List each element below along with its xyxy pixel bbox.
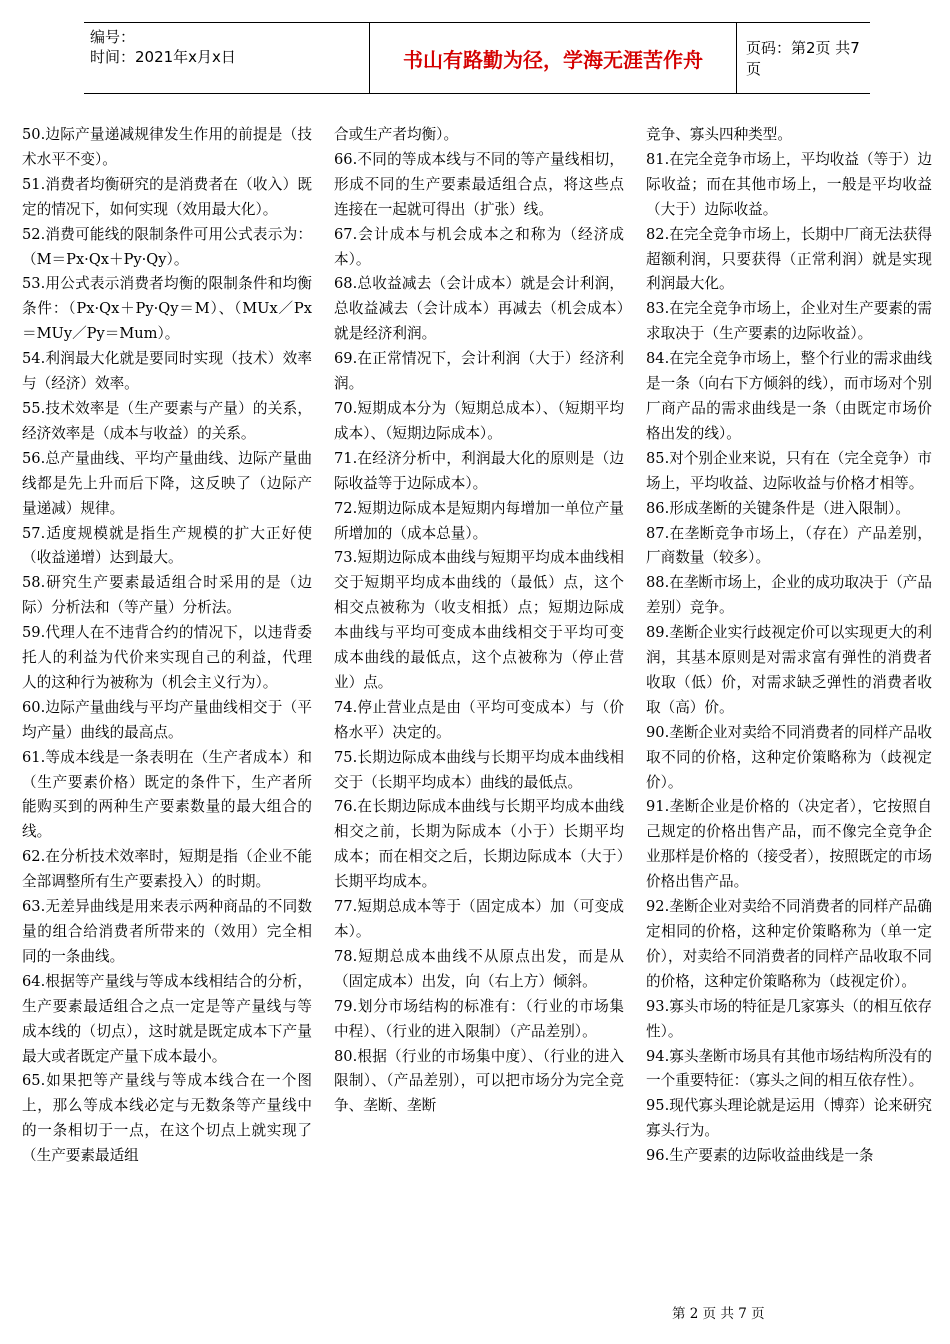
column-2 [334,123,624,1300]
paragraph: 83.在完全竞争市场上，企业对生产要素的需求取决于（生产要素的边际收益）。 [646,300,932,343]
paragraph: 89.垄断企业实行歧视定价可以实现更大的利润，其基本原则是对需求富有弹性的消费者收取（低）价，对需求缺乏弹性的消费者收取（高）价。 [646,624,932,716]
paragraph: 竞争、寡头四种类型。 [646,126,792,143]
paragraph: 62.在分析技术效率时，短期是指（企业不能全部调整所有生产要素投入）的时期。 [22,848,312,891]
paragraph: 51.消费者均衡研究的是消费者在（收入）既定的情况下，如何实现（效用最大化）。 [22,175,312,218]
paragraph: 91.垄断企业是价格的（决定者），它按照自己规定的价格出售产品，而不像完全竞争企业那样是价格的（接受者），按照既定的市场价格出售产品。 [646,798,932,891]
paragraph: 71.在经济分析中，利润最大化的原则是（边际收益等于边际成本）。 [334,449,624,492]
paragraph: 96.生产要素的边际收益曲线是一条 [646,1147,874,1165]
paragraph: 合或生产者均衡）。 [334,126,459,143]
paragraph: 90.垄断企业对卖给不同消费者的同样产品收取不同的价格，这种定价策略称为（歧视定价）。 [646,723,932,791]
page-header [84,22,870,94]
paragraph: 58.研究生产要素最适组合时采用的是（边际）分析法和（等产量）分析法。 [22,574,312,617]
paragraph: 56.总产量曲线、平均产量曲线、边际产量曲线都是先上升而后下降，这反映了（边际产量递减）规律。 [22,449,312,517]
paragraph: 88.在垄断市场上，企业的成功取决于（产品差别）竞争。 [646,574,932,617]
header-page-label: 页码：第2页 共7页 [746,39,860,78]
paragraph: 53.用公式表示消费者均衡的限制条件和均衡条件：（Px·Qx＋Py·Qy＝M）、（MUx／Px＝MUy／Py＝Mum）。 [22,275,312,343]
paragraph: 87.在垄断竞争市场上，（存在）产品差别，厂商数量（较多）。 [646,524,932,567]
text-columns [22,123,932,1300]
page-footer: 第 2 页 共 7 页 [672,1306,765,1322]
paragraph: 74.停止营业点是由（平均可变成本）与（价格水平）决定的。 [334,698,624,741]
paragraph: 81.在完全竞争市场上，平均收益（等于）边际收益；而在其他市场上，一般是平均收益（大于）边际收益。 [646,150,932,218]
column-3 [646,123,932,1300]
paragraph: 92.垄断企业对卖给不同消费者的同样产品确定相同的价格，这种定价策略称为（单一定价），对卖给不同消费者的同样产品收取不同的价格，这种定价策略称为（歧视定价）。 [646,898,932,990]
paragraph: 86.形成垄断的关键条件是（进入限制）。 [646,499,911,517]
paragraph: 52.消费可能线的限制条件可用公式表示为：（M＝Px·Qx＋Py·Qy）。 [22,225,312,268]
paragraph: 76.在长期边际成本曲线与长期平均成本曲线相交之前，长期为际成本（小于）长期平均成本；而在相交之后，长期边际成本（大于）长期平均成本。 [334,798,624,891]
header-date-label: 时间：2021年x月x日 [90,48,236,66]
paragraph: 84.在完全竞争市场上，整个行业的需求曲线是一条（向右下方倾斜的线），而市场对个别厂商产品的需求曲线是一条（由既定市场价格出发的线）。 [646,350,932,442]
header-code-label: 编号： [90,28,136,46]
paragraph: 80.根据（行业的市场集中度）、（行业的进入限制）、（产品差别），可以把市场分为完全竞争、垄断、垄断 [334,1047,624,1115]
paragraph: 95.现代寡头理论就是运用（博弈）论来研究寡头行为。 [646,1097,932,1140]
paragraph: 73.短期边际成本曲线与短期平均成本曲线相交于短期平均成本曲线的（最低）点，这个相交点被称为（收支相抵）点；短期边际成本曲线与平均可变成本曲线相交于平均可变成本曲线的最低点，这个点被称为（停止营业）点。 [334,549,624,691]
paragraph: 67.会计成本与机会成本之和称为（经济成本）。 [334,225,624,268]
paragraph: 94.寡头垄断市场具有其他市场结构所没有的一个重要特征：（寡头之间的相互依存性）。 [646,1047,932,1090]
paragraph: 50.边际产量递减规律发生作用的前提是（技术水平不变）。 [22,126,312,168]
paragraph: 93.寡头市场的特征是几家寡头（的相互依存性）。 [646,997,932,1040]
header-info [90,27,290,67]
paragraph: 70.短期成本分为（短期总成本）、（短期平均成本）、（短期边际成本）。 [334,399,624,442]
paragraph: 72.短期边际成本是短期内每增加一单位产量所增加的（成本总量）。 [334,499,624,542]
paragraph: 59.代理人在不违背合约的情况下，以违背委托人的利益为代价来实现自己的利益，代理人的这种行为被称为（机会主义行为）。 [22,624,312,691]
paragraph: 78.短期总成本曲线不从原点出发，而是从（固定成本）出发，向（右上方）倾斜。 [334,947,624,990]
paragraph: 82.在完全竞争市场上，长期中厂商无法获得超额利润，只要获得（正常利润）就是实现利润最大化。 [646,225,932,293]
header-motto: 书山有路勤为径，学海无涯苦作舟 [369,23,737,93]
paragraph: 85.对个别企业来说，只有在（完全竞争）市场上，平均收益、边际收益与价格才相等。 [646,449,932,492]
paragraph: 54.利润最大化就是要同时实现（技术）效率与（经济）效率。 [22,350,312,393]
paragraph: 79.划分市场结构的标准有：（行业的市场集中程）、（行业的进入限制）（产品差别）。 [334,997,624,1040]
paragraph: 64.根据等产量线与等成本线相结合的分析，生产要素最适组合之点一定是等产量线与等成本线的（切点），这时就是既定成本下产量最大或者既定产量下成本最小。 [22,972,312,1065]
paragraph: 69.在正常情况下，会计利润（大于）经济利润。 [334,350,624,393]
paragraph: 60.边际产量曲线与平均产量曲线相交于（平均产量）曲线的最高点。 [22,698,312,741]
paragraph: 75.长期边际成本曲线与长期平均成本曲线相交于（长期平均成本）曲线的最低点。 [334,748,624,791]
paragraph: 65.如果把等产量线与等成本线合在一个图上，那么等成本线必定与无数条等产量线中的一条相切于一点，在这个切点上就实现了（生产要素最适组 [22,1072,312,1165]
column-1 [22,123,312,1300]
paragraph: 57.适度规模就是指生产规模的扩大正好使（收益递增）达到最大。 [22,524,312,567]
paragraph: 55.技术效率是（生产要素与产量）的关系，经济效率是（成本与收益）的关系。 [22,399,312,442]
paragraph: 66.不同的等成本线与不同的等产量线相切，形成不同的生产要素最适组合点，将这些点连接在一起就可得出（扩张）线。 [334,150,624,218]
paragraph: 77.短期总成本等于（固定成本）加（可变成本）。 [334,898,624,940]
paragraph: 61.等成本线是一条表明在（生产者成本）和（生产要素价格）既定的条件下，生产者所能购买到的两种生产要素数量的最大组合的线。 [22,748,312,841]
paragraph: 68.总收益减去（会计成本）就是会计利润，总收益减去（会计成本）再减去（机会成本） 就是经济利润。 [334,275,624,343]
paragraph: 63.无差异曲线是用来表示两种商品的不同数量的组合给消费者所带来的（效用）完全相同的一条曲线。 [22,898,312,965]
